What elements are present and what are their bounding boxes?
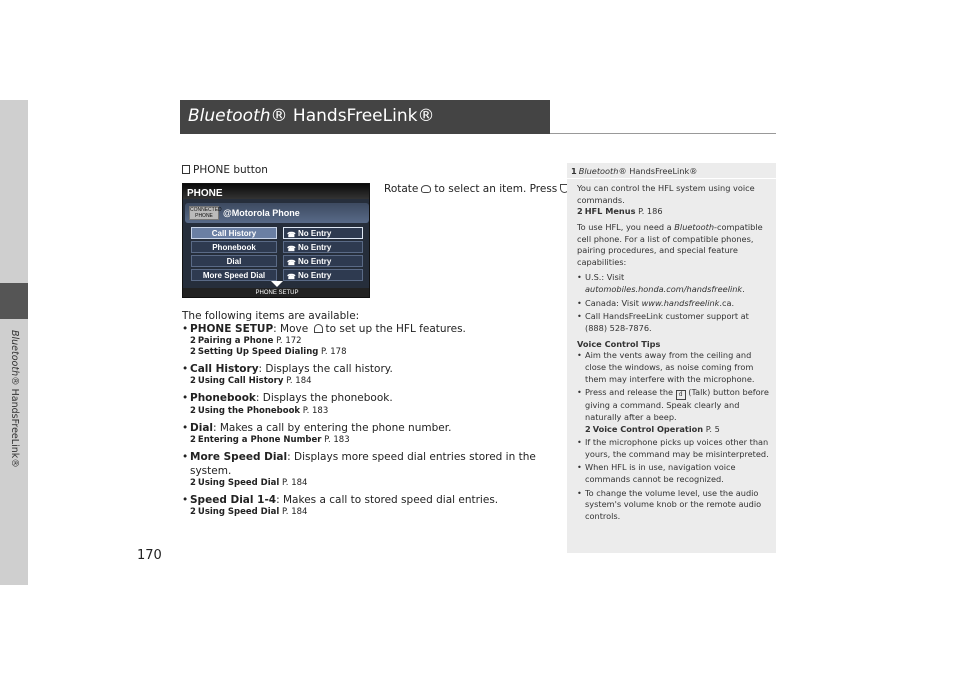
- rotate-knob-icon: [421, 185, 431, 193]
- header-rule: [550, 133, 776, 134]
- down-arrow-icon: [271, 281, 283, 287]
- cross-reference[interactable]: 2 Entering a Phone Number P. 183: [190, 434, 350, 445]
- cross-reference-icon: 2: [585, 423, 591, 434]
- list-item: • If the microphone picks up voices other than yours, the command may be misinterpreted.: [577, 437, 773, 460]
- list-item: • To change the volume level, use the audio system's volume knob or the remote audio controls.: [577, 488, 773, 523]
- cross-reference[interactable]: 2 Using Speed Dial P. 184: [190, 478, 308, 489]
- screen-menu-more-speed-dial: More Speed Dial ☎ No Entry: [191, 269, 363, 281]
- cross-reference[interactable]: 2 Voice Control Operation P. 5: [585, 423, 720, 434]
- list-item: • Canada: Visit www.handsfreelink.ca.: [577, 298, 773, 310]
- section-header: [180, 100, 550, 134]
- compatibility-list: [577, 272, 773, 334]
- list-item: • Call HandsFreeLink customer support at (888) 528-7876.: [577, 311, 773, 334]
- list-item: • Speed Dial 1-4: Makes a call to stored speed dial entries. 2 Using Speed Dial P. 184: [182, 493, 562, 518]
- phone-screen-image: [182, 183, 370, 298]
- list-item: • More Speed Dial: Displays more speed dial entries stored in the system. 2 Using Speed Dial P. 184: [182, 450, 562, 489]
- cross-reference-icon: 2: [190, 347, 196, 358]
- page-number: 170: [137, 548, 162, 563]
- list-item: • Dial: Makes a call by entering the phone number. 2 Entering a Phone Number P. 183: [182, 421, 562, 446]
- cross-reference[interactable]: 2 Using the Phonebook P. 183: [190, 405, 329, 416]
- cross-reference[interactable]: 2 Pairing a Phone P. 172: [190, 336, 302, 347]
- list-item: • PHONE SETUP: Move to set up the HFL features. 2 Pairing a Phone P. 172 2 Setting Up Speed Dialing P. 178: [182, 322, 562, 358]
- cross-reference-icon: 2: [577, 206, 583, 217]
- notes-paragraph: You can control the HFL system using voice commands. 2 HFL Menus P. 186: [577, 183, 755, 217]
- cross-reference[interactable]: 2 Setting Up Speed Dialing P. 178: [190, 347, 347, 358]
- phone-button-label: PHONE button: [182, 163, 268, 177]
- note-marker-icon: 1: [571, 166, 577, 176]
- phone-icon: ☎: [287, 246, 296, 253]
- cross-reference[interactable]: 2 Using Speed Dial P. 184: [190, 507, 308, 518]
- home-icon: [182, 165, 190, 174]
- list-item: • Aim the vents away from the ceiling and close the windows, as noise coming from them may interfere with the microphone.: [577, 350, 773, 385]
- sidebar-marker: [0, 283, 28, 319]
- cross-reference[interactable]: 2 HFL Menus P. 186: [577, 206, 663, 217]
- cross-reference-icon: 2: [190, 434, 196, 445]
- notes-paragraph: To use HFL, you need a Bluetooth-compatible cell phone. For a list of compatible phones, pairing procedures, and special feature capabilities:: [577, 221, 763, 267]
- list-item: • Call History: Displays the call history. 2 Using Call History P. 184: [182, 362, 562, 387]
- intro-text: The following items are available:: [182, 310, 360, 322]
- cross-reference-icon: 2: [190, 507, 196, 518]
- link[interactable]: automobiles.honda.com/handsfreelink: [585, 284, 743, 295]
- notes-box: [567, 163, 776, 553]
- cross-reference-icon: 2: [190, 478, 196, 489]
- connected-badge: CONNECTED PHONE: [190, 207, 222, 219]
- screen-phone-setup: PHONE SETUP: [183, 288, 370, 298]
- link[interactable]: www.handsfreelink: [641, 297, 720, 308]
- voice-tips-heading: Voice Control Tips: [577, 338, 661, 349]
- notes-divider: [567, 178, 776, 179]
- screen-menu-phonebook: Phonebook ☎ No Entry: [191, 241, 363, 253]
- cross-reference-icon: 2: [190, 336, 196, 347]
- cross-reference[interactable]: 2 Using Call History P. 184: [190, 376, 312, 387]
- notes-heading: 1 Bluetooth® HandsFreeLink®: [571, 166, 698, 176]
- phone-icon: ☎: [287, 274, 296, 281]
- screen-menu-dial: Dial ☎ No Entry: [191, 255, 363, 267]
- voice-tips-list: [577, 350, 773, 522]
- rotate-instruction: Rotate to select an item. Press: [384, 182, 573, 196]
- list-item: • When HFL is in use, navigation voice commands cannot be recognized.: [577, 462, 773, 485]
- list-item: • Press and release the d (Talk) button before giving a command. Speak clearly and naturally after a beep. 2 Voice Control Operation P. 5: [577, 387, 773, 435]
- cross-reference-icon: 2: [190, 376, 196, 387]
- notes-body: [577, 183, 773, 525]
- phone-icon: ☎: [287, 260, 296, 267]
- sidebar-label: Bluetooth® HandsFreeLink®: [9, 330, 20, 468]
- cross-reference-icon: 2: [190, 405, 196, 416]
- list-item: • U.S.: Visit automobiles.honda.com/handsfreelink.: [577, 272, 773, 295]
- page-title: Bluetooth® HandsFreeLink®: [188, 106, 435, 126]
- talk-button-icon: d: [676, 390, 686, 400]
- move-knob-icon: [314, 324, 323, 333]
- screen-menu-call-history: Call History ☎ No Entry: [191, 227, 363, 239]
- connected-phone-name: @Motorola Phone: [223, 208, 300, 218]
- list-item: • Phonebook: Displays the phonebook. 2 Using the Phonebook P. 183: [182, 391, 562, 416]
- phone-icon: ☎: [287, 232, 296, 239]
- screen-title: PHONE: [187, 188, 223, 199]
- item-list: [182, 322, 562, 523]
